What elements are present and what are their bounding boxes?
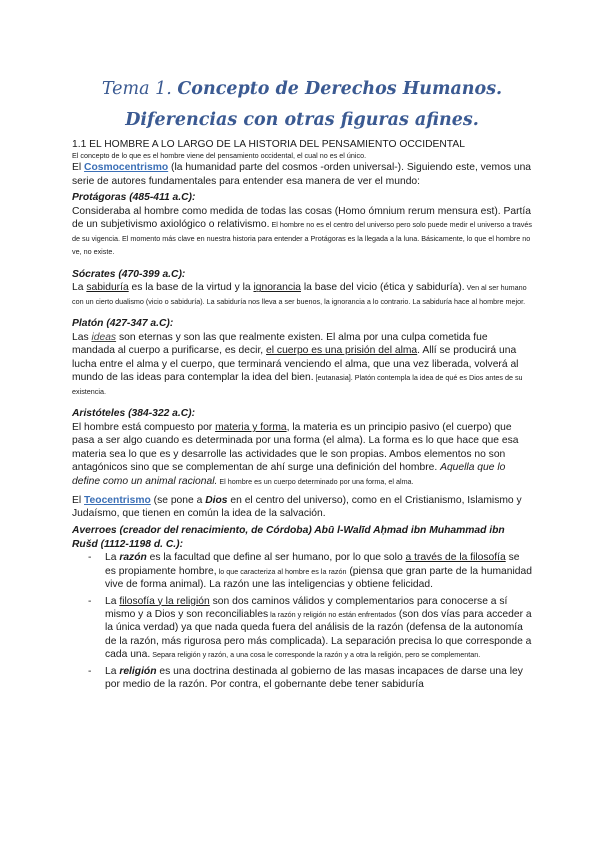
document-page [72,74,532,694]
platon-heading: Platón (427-347 a.C): [72,318,174,330]
section-heading: 1.1 EL HOMBRE A LO LARGO DE LA HISTORIA DEL PENSAMIENTO OCCIDENTAL [72,139,465,150]
cosmocentrismo-paragraph: El Cosmocentrismo (la humanidad parte del cosmos -orden universal-). Siguiendo este, vemos una serie de autores fundamentales para entender esa manera de ver el mundo: [72,162,532,187]
aristoteles-paragraph: El hombre está compuesto por materia y forma, la materia es un principio pasivo (el cuerpo) que pasa a ser algo cuando es determinada por una forma (el alma). La forma es lo que hace que esa materia sea lo que es y desarrolle las actividades que le son propias. Ambos elementos no son antagónicos sino que se complementan de ahí surge una definición del hombre. Aquella que lo define como un animal racional. El hombre es un cuerpo determinado por una forma, el alma. [72,421,519,487]
list-item: - La filosofía y la religión son dos caminos válidos y complementarios para conocerse a sí mismo y a Dios y son reconciliables la razón y religión no están enfrentados (son dos vías para acceder a la única verdad) ya que nada queda fuera del análisis de la razón (defensa de la autonomía de la razón, más rigurosa pero más complicada). La separación precisa lo que corresponde a cada una. Separa religión y razón, a una cosa le corresponde la razón y a otra la religión, pero se complementan. [105,595,532,662]
teocentrismo-paragraph: El Teocentrismo (se pone a Dios en el centro del universo), como en el Cristianismo, Islamismo y Judaísmo, que tienen en común la idea de la salvación. [72,494,522,520]
list-item: - La razón es la facultad que define al ser humano, por lo que solo a través de la filosofía se es propiamente hombre, lo que caracteriza al hombre es la razón (piensa que gran parte de la humanidad vive de forma animal). La razón une las inteligencias y obtiene felicidad. [105,551,532,591]
protagoras-paragraph: Consideraba al hombre como medida de todas las cosas (Homo ómnium rerum mensura est). Partía de un subjetivismo axiológico o relativismo. El hombre no es el centro del universo pero solo puede medir el universo a través de su vigencia. El momento más clave en nuestra historia para entender a Protágoras es la llegada a la luna. Básicamente, lo que el hombre no ve, no existe. [72,206,532,257]
protagoras-heading: Protágoras (485-411 a.C): [72,192,196,204]
averroes-list [72,551,532,691]
socrates-heading: Sócrates (470-399 a.C): [72,268,186,280]
averroes-heading: Averroes (creador del renacimiento, de Córdoba) Abū l-Walīd Aḥmad ibn Muhammad ibn Rušd (1112-1198 d. C.): [72,524,505,550]
teocentrismo-term: Teocentrismo [84,494,151,506]
aristoteles-heading: Aristóteles (384-322 a.C): [72,408,196,420]
socrates-paragraph: La sabiduría es la base de la virtud y la ignorancia la base del vicio (ética y sabiduría). Ven al ser humano con un cierto dualismo (vicio o sabiduría). La sabiduría nos lleva a ser buenos, la ignorancia a lo contrario. La sabiduría hace al hombre mejor. [72,282,527,306]
cosmocentrismo-term: Cosmocentrismo [84,162,169,174]
list-item: - La religión es una doctrina destinada al gobierno de las masas incapaces de darse una ley por medio de la razón. Por contra, el gobernante debe tener sabiduría [105,665,532,692]
platon-paragraph: Las ideas son eternas y son las que realmente existen. El alma por una culpa cometida fue mandada al cuerpo a purificarse, es decir, el cuerpo es una prisión del alma. Allí se producirá una lucha entre el alma y el cuerpo, que terminará venciendo el alma, que una vez liberada, volverá al mundo de las ideas para contemplar la idea del bien. [eutanasia]. Platón contempla la idea de qué es Dios antes de su existencia. [72,332,523,396]
page-title: Tema 1. Concepto de Derechos Humanos. Diferencias con otras figuras afines. [101,79,503,130]
intro-note: El concepto de lo que es el hombre viene del pensamiento occidental, el cual no es el único. [72,151,367,161]
